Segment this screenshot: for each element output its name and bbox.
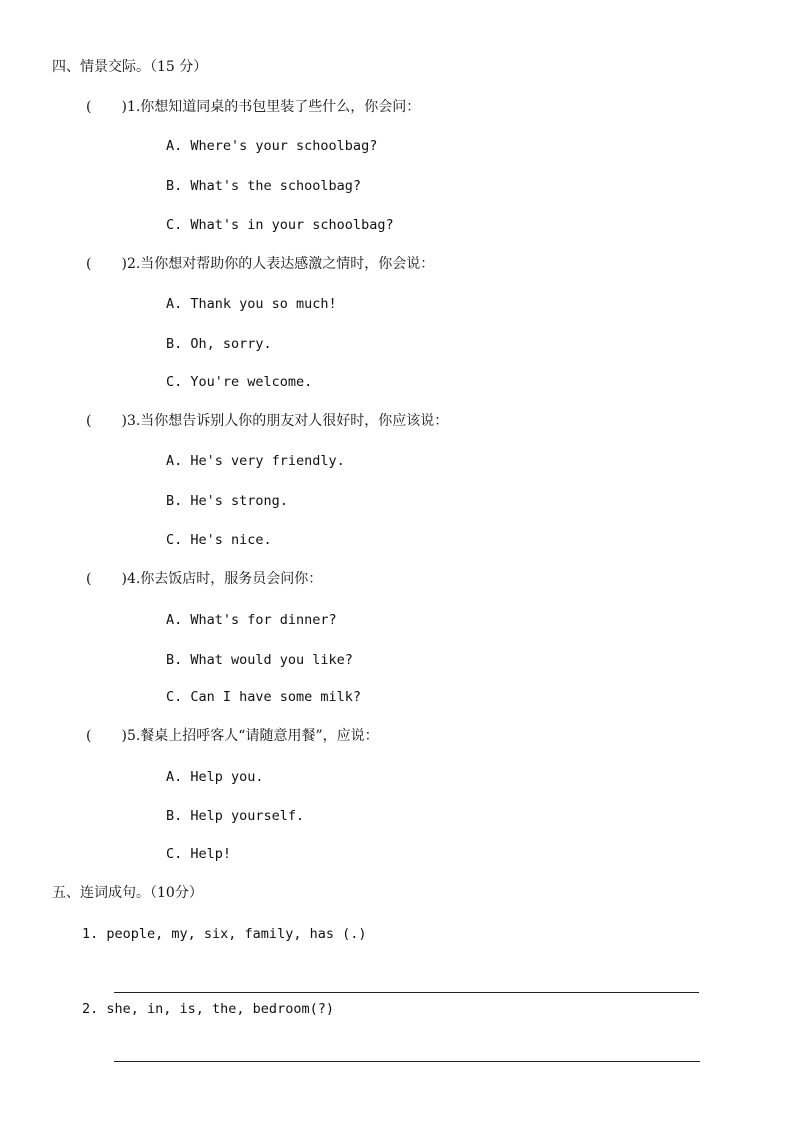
answer-paren-close: ) — [121, 728, 127, 744]
q2-option-c: C. You're welcome. — [166, 374, 313, 390]
q2-option-a: A. Thank you so much! — [166, 296, 337, 312]
answer-paren-close: ) — [121, 99, 127, 115]
q1-option-b: B. What's the schoolbag? — [166, 178, 362, 194]
section-5-title: 五、连词成句。（10分） — [52, 885, 203, 901]
answer-paren-close: ) — [121, 256, 127, 272]
q5-option-b: B. Help yourself. — [166, 808, 305, 824]
answer-paren-close: ) — [121, 413, 127, 429]
answer-paren-close: ) — [121, 571, 127, 587]
answer-paren-open: ( — [86, 99, 92, 115]
answer-paren-open: ( — [86, 413, 92, 429]
question-stem: 3.当你想告诉别人你的朋友对人很好时，你应该说： — [126, 413, 449, 429]
answer-paren-open: ( — [86, 571, 92, 587]
question-stem: 1.你想知道同桌的书包里装了些什么，你会问： — [126, 99, 421, 115]
section-4-title: 四、情景交际。（15 分） — [52, 59, 208, 75]
q3-option-c: C. He's nice. — [166, 532, 272, 548]
q1-option-c: C. What's in your schoolbag? — [166, 217, 394, 233]
answer-line-1[interactable] — [114, 992, 699, 993]
question-stem: 5.餐桌上招呼客人“请随意用餐”，应说： — [126, 728, 379, 744]
question-5 — [86, 727, 379, 745]
question-2 — [86, 255, 434, 273]
question-1 — [86, 98, 420, 116]
sentence-item-2: 2. she, in, is, the, bedroom(?) — [82, 1001, 334, 1017]
sentence-item-1: 1. people, my, six, family, has (.) — [82, 926, 367, 942]
question-3 — [86, 412, 448, 430]
q4-option-c: C. Can I have some milk? — [166, 689, 362, 705]
q3-option-a: A. He's very friendly. — [166, 453, 345, 469]
answer-line-2[interactable] — [114, 1061, 700, 1062]
q1-option-a: A. Where's your schoolbag? — [166, 138, 378, 154]
answer-paren-open: ( — [86, 728, 92, 744]
q4-option-b: B. What would you like? — [166, 652, 353, 668]
question-4 — [86, 570, 322, 588]
question-stem: 2.当你想对帮助你的人表达感激之情时，你会说： — [126, 256, 435, 272]
q5-option-c: C. Help! — [166, 846, 232, 862]
answer-paren-open: ( — [86, 256, 92, 272]
q5-option-a: A. Help you. — [166, 769, 264, 785]
q2-option-b: B. Oh, sorry. — [166, 336, 272, 352]
q3-option-b: B. He's strong. — [166, 493, 288, 509]
question-stem: 4.你去饭店时，服务员会问你： — [126, 571, 323, 587]
q4-option-a: A. What's for dinner? — [166, 612, 337, 628]
